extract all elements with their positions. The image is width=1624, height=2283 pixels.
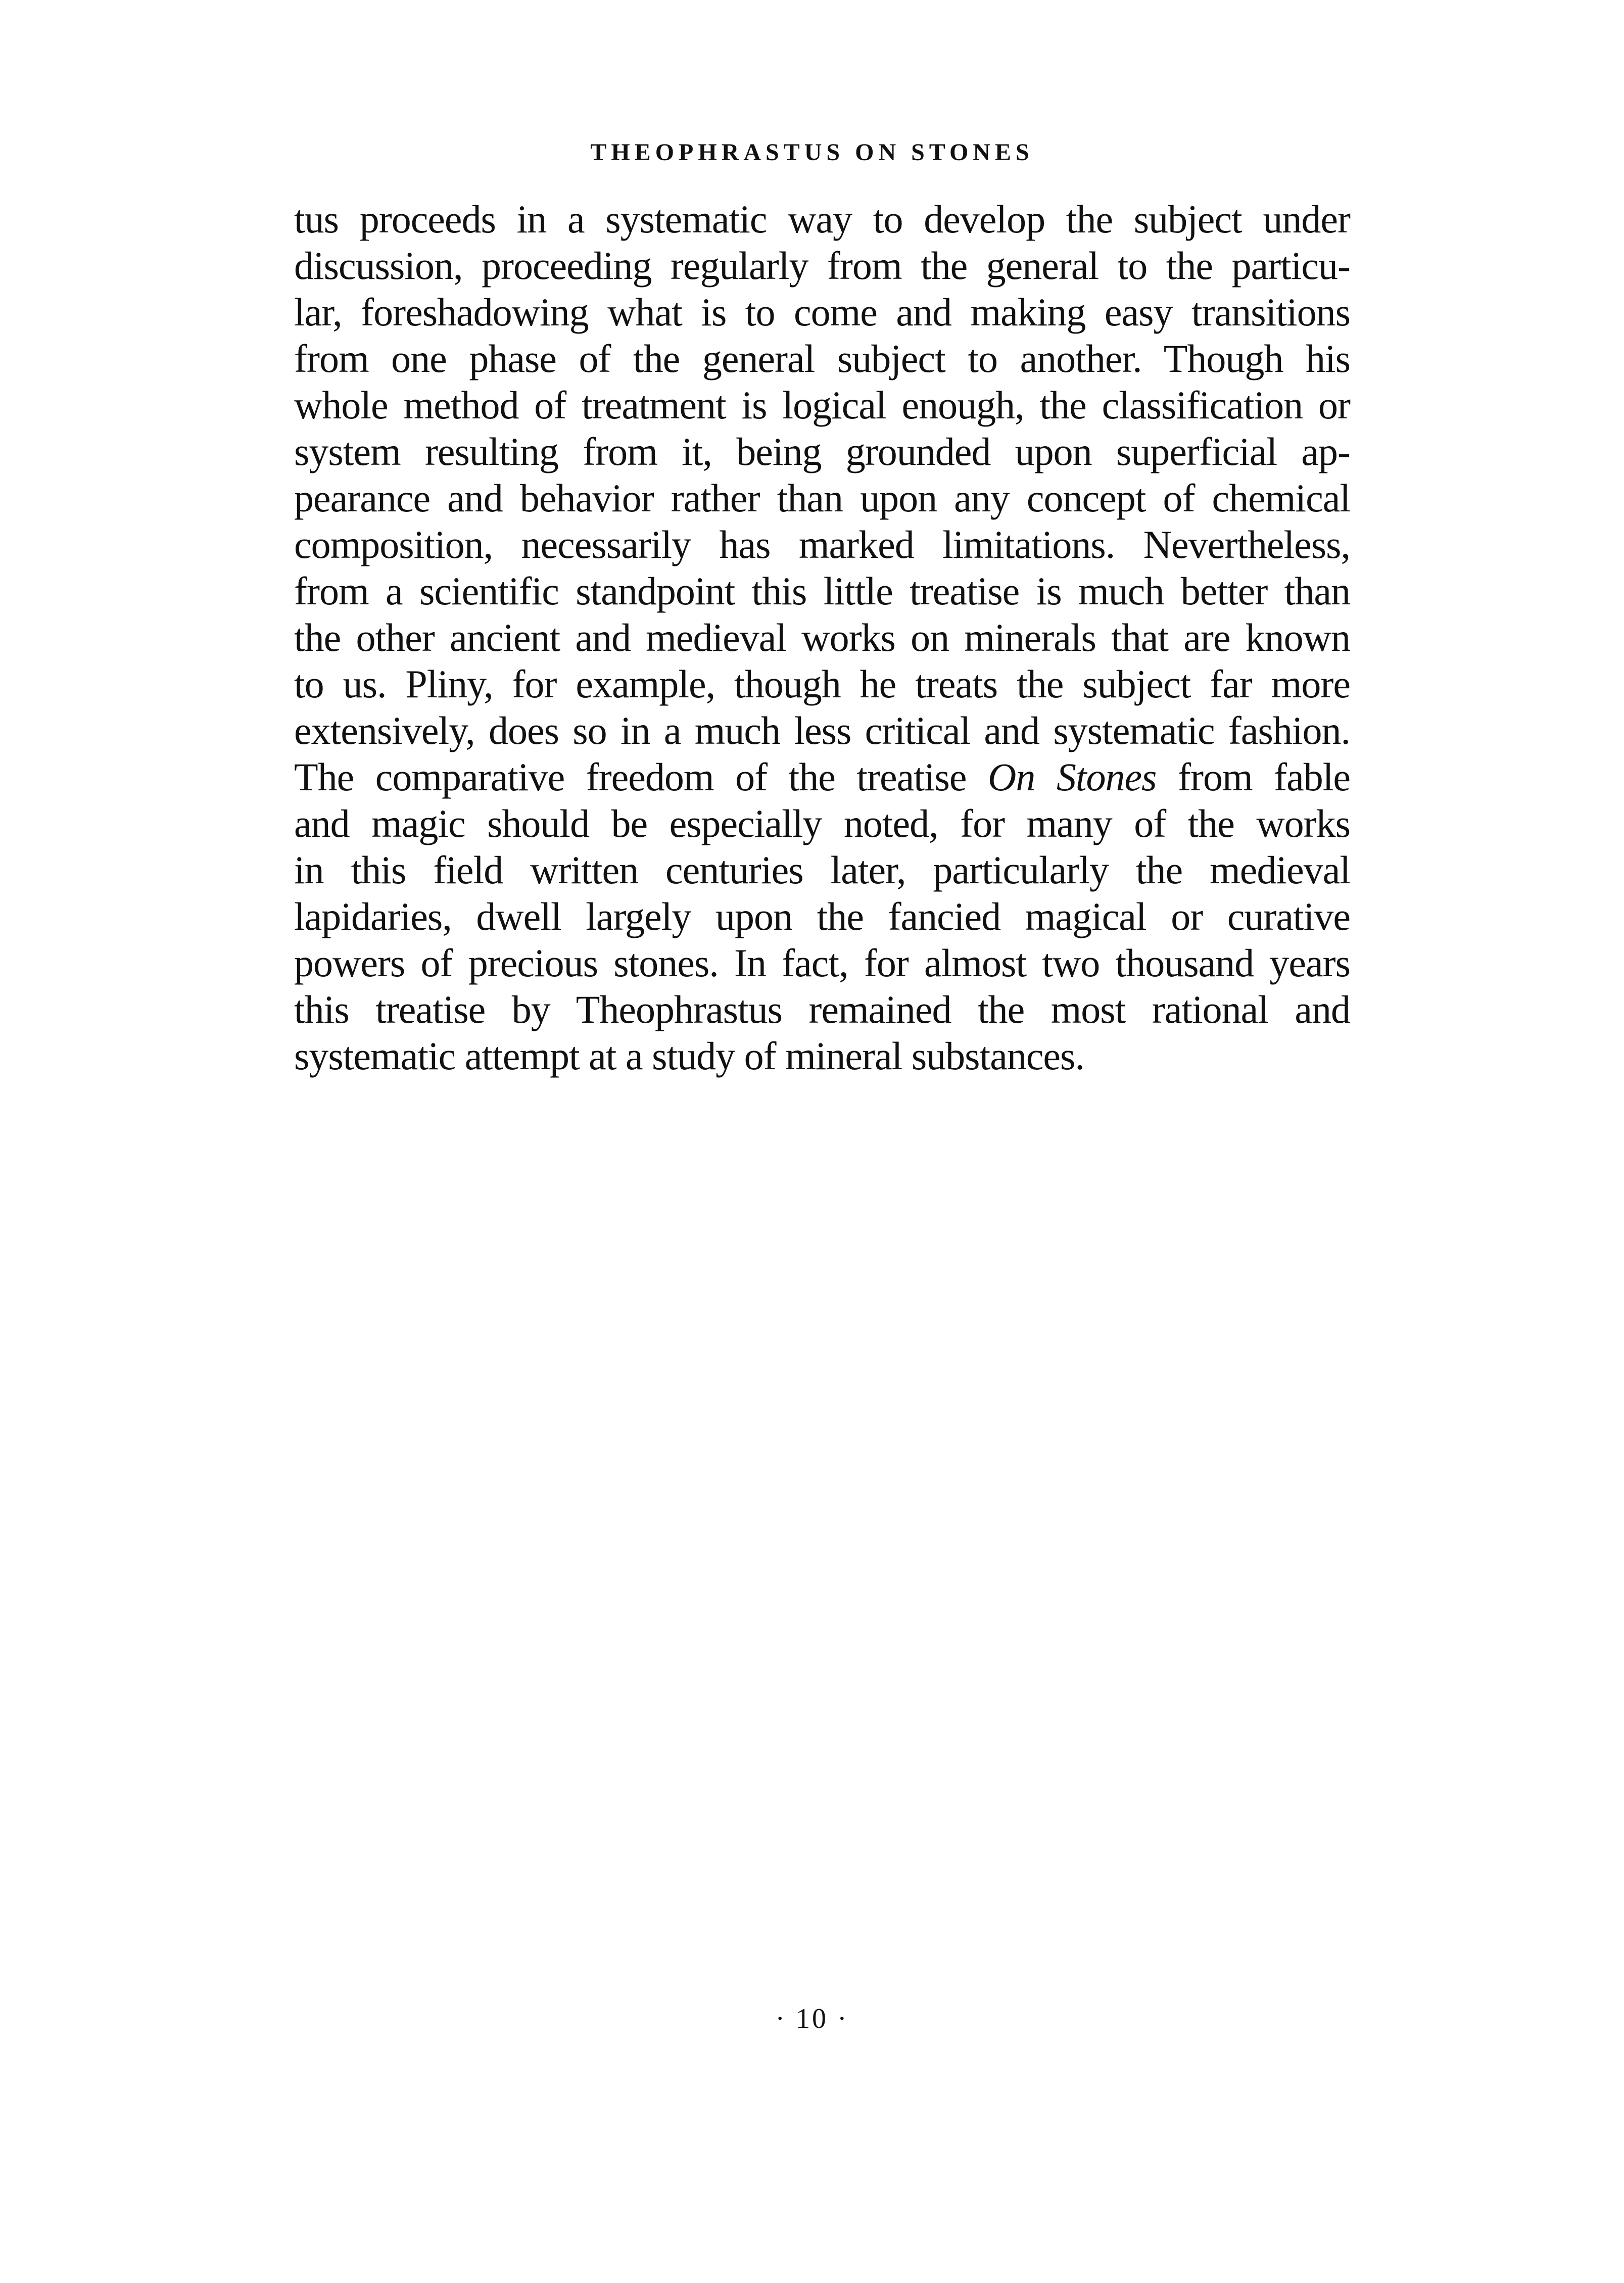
text-line: system resulting from it, being grounded upon superficial ap- [294,430,1350,473]
text-line: and magic should be especially noted, for many of the works [294,801,1350,845]
running-head: THEOPHRASTUS ON STONES [590,139,1034,166]
text-line: from a scientific standpoint this little treatise is much better than [294,569,1350,613]
text-line: tus proceeds in a systematic way to develop the subject under [294,197,1350,241]
text-line-with-title [294,754,1350,800]
text-line: lapidaries, dwell largely upon the fancied magical or curative [294,894,1350,938]
text-segment: The comparative freedom of the treatise [294,755,988,799]
text-line: lar, foreshadowing what is to come and making easy transitions [294,290,1350,334]
page-number: · 10 · [775,2003,849,2034]
text-line: powers of precious stones. In fact, for almost two thousand years [294,941,1350,985]
text-line: systematic attempt at a study of mineral substances. [294,1034,1084,1078]
text-line: discussion, proceeding regularly from the general to the particu- [294,244,1350,288]
text-segment: from fable [1156,755,1350,799]
text-line: in this field written centuries later, particularly the medieval [294,848,1350,892]
text-line: the other ancient and medieval works on minerals that are known [294,615,1350,659]
text-line: composition, necessarily has marked limitations. Nevertheless, [294,522,1350,566]
text-line: pearance and behavior rather than upon any concept of chemical [294,476,1350,520]
text-line: whole method of treatment is logical enough, the classification or [294,383,1350,427]
body-paragraph [294,196,1350,1079]
text-line: from one phase of the general subject to another. Though his [294,337,1350,380]
text-line: this treatise by Theophrastus remained the most rational and [294,987,1350,1031]
text-line: to us. Pliny, for example, though he treats the subject far more [294,662,1350,706]
text-line: extensively, does so in a much less critical and systematic fashion. [294,708,1350,752]
book-title: On Stones [988,755,1157,799]
